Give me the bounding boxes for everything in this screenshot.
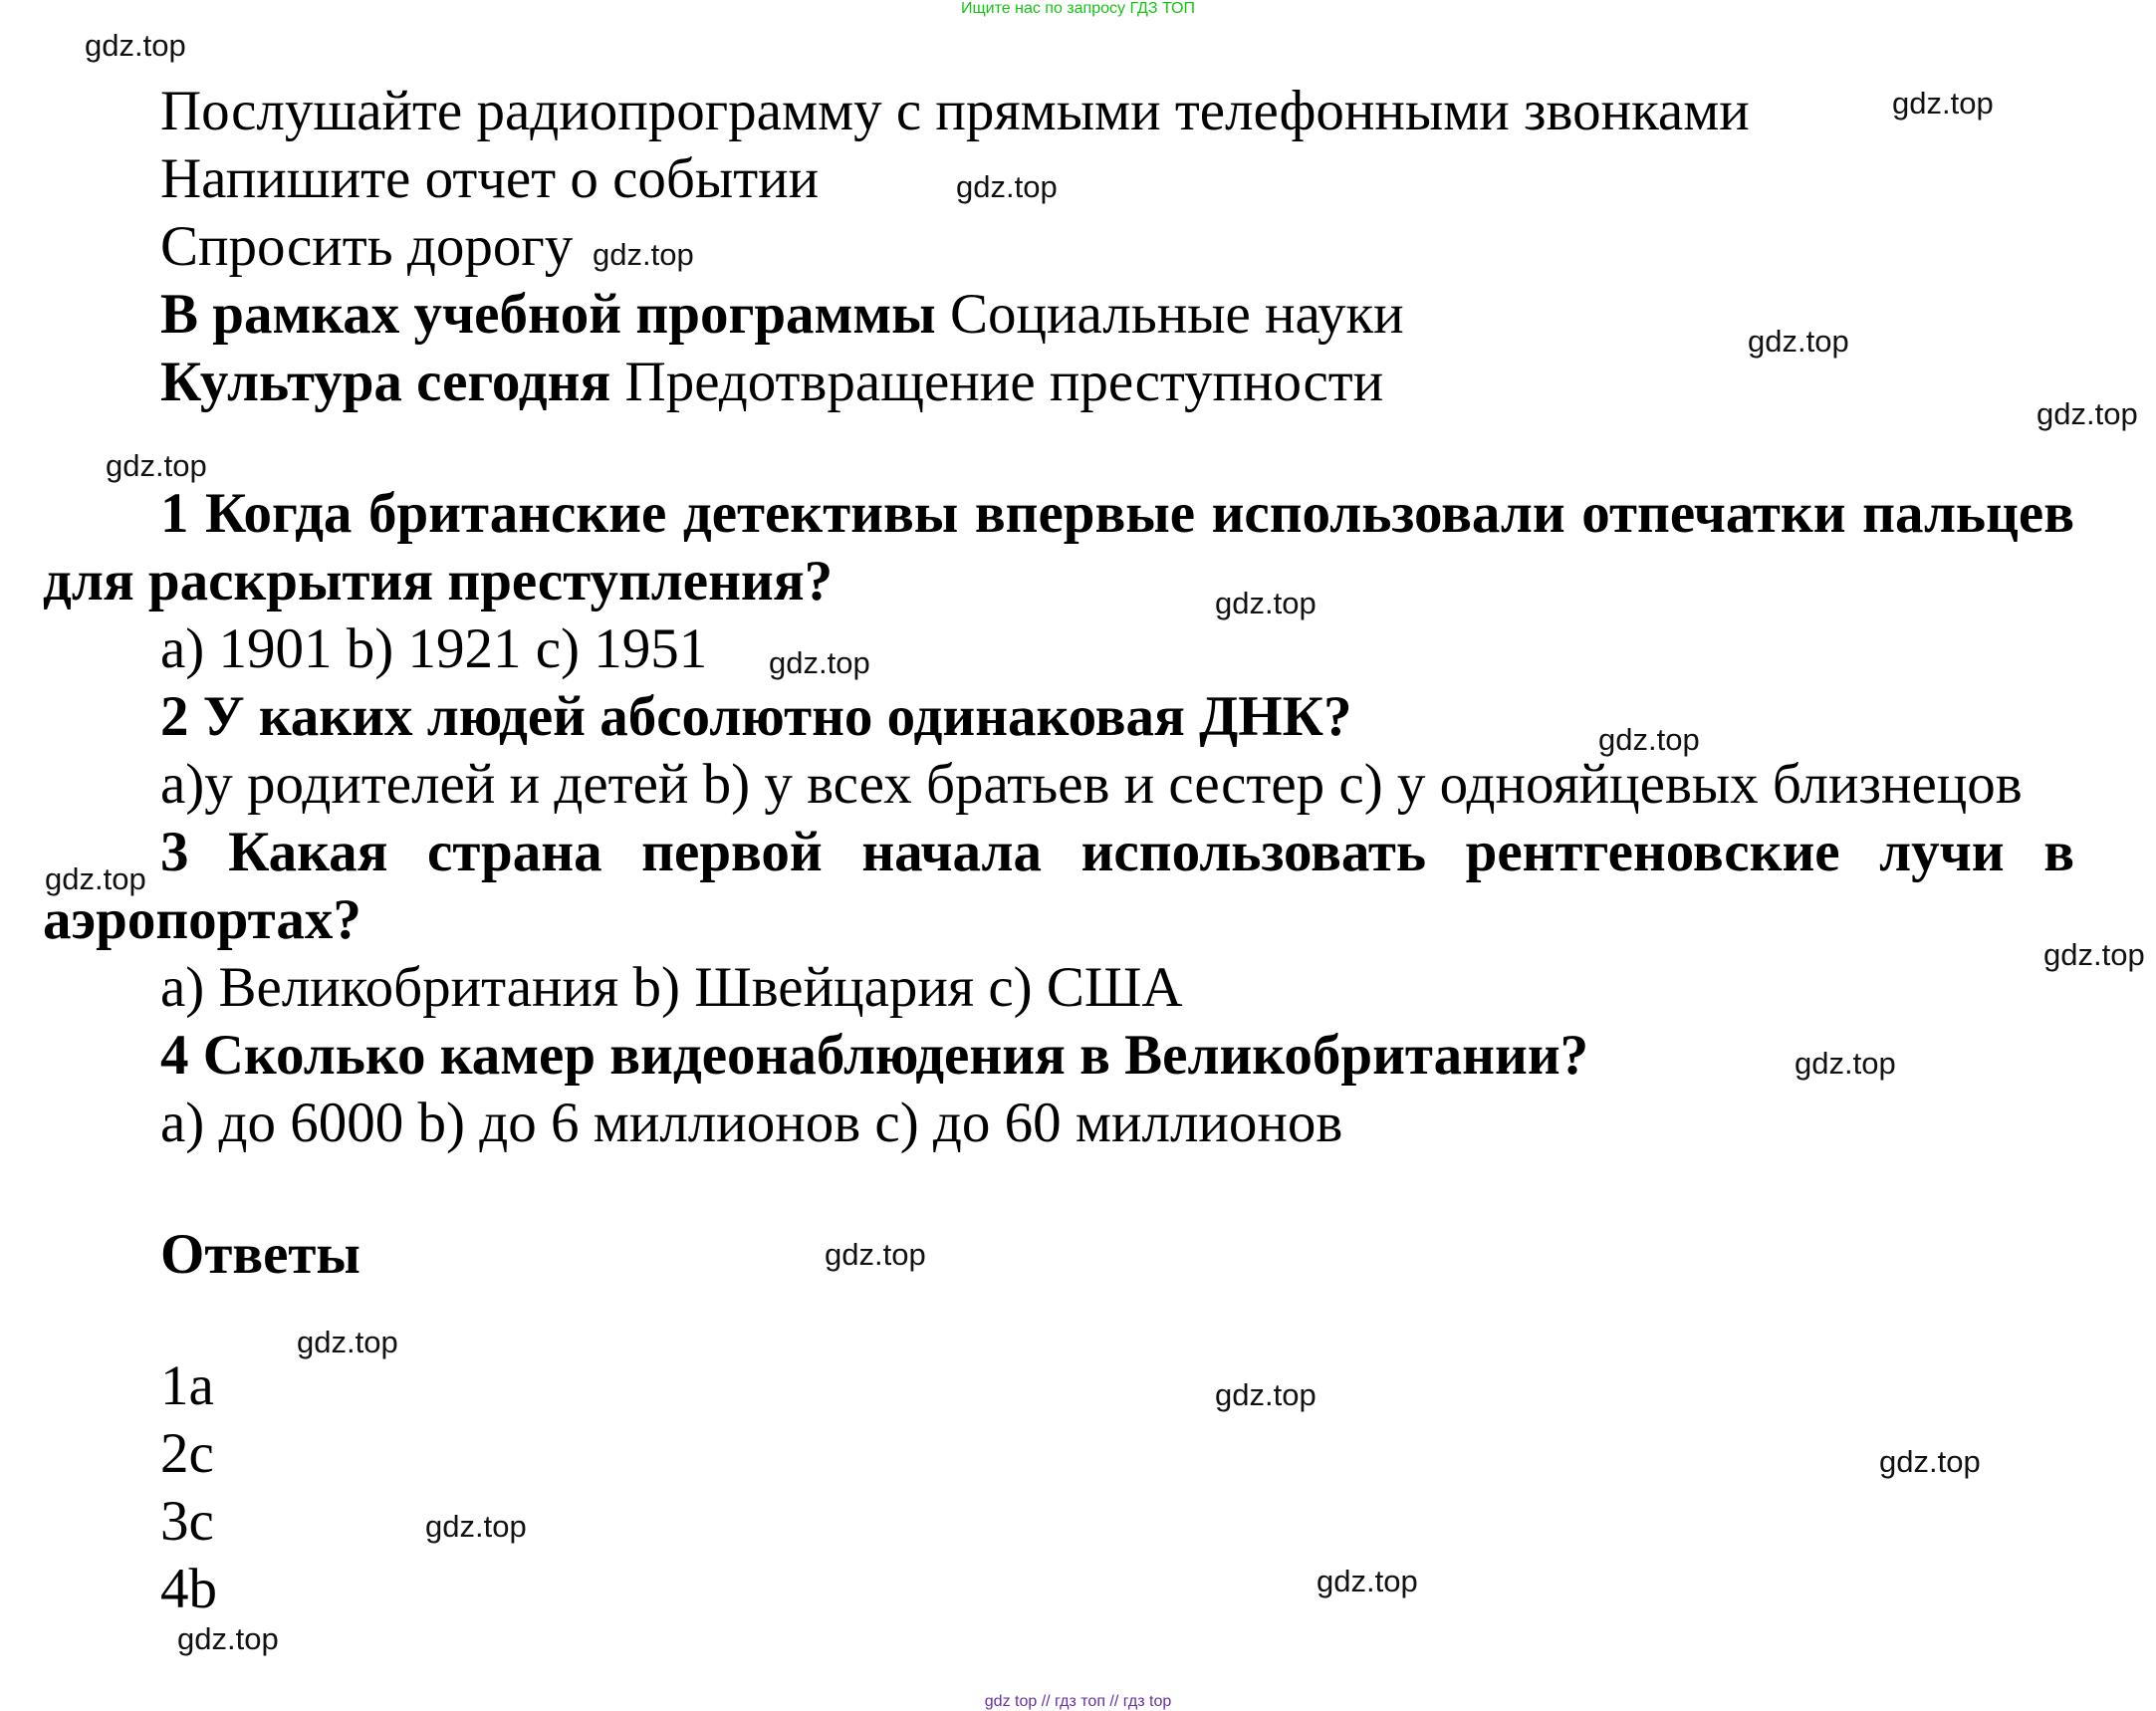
watermark: gdz.top xyxy=(1215,1377,1317,1412)
document-body xyxy=(43,78,2074,1623)
watermark: gdz.top xyxy=(769,645,870,680)
watermark: gdz.top xyxy=(956,169,1058,204)
question-4-options: a) до 6000 b) до 6 миллионов c) до 60 миллионов xyxy=(160,1092,1343,1154)
question-1: 1 Когда британские детективы впервые использовали отпечатки пальцев для раскрытия преступления? xyxy=(43,482,2074,612)
intro-line-2: Напишите отчет о событии xyxy=(160,147,820,210)
answer-4: 4b xyxy=(160,1558,217,1620)
watermark: gdz.top xyxy=(1879,1444,1981,1479)
answer-2: 2c xyxy=(160,1422,214,1485)
watermark: gdz.top xyxy=(1748,324,1849,359)
question-3-options: a) Великобритания b) Швейцария c) США xyxy=(160,956,1183,1019)
watermark: gdz.top xyxy=(2036,396,2138,431)
watermark: gdz.top xyxy=(106,448,207,483)
watermark: gdz.top xyxy=(85,28,186,63)
answer-3: 3c xyxy=(160,1490,214,1553)
culture-label: Культура сегодня xyxy=(160,351,611,413)
watermark: gdz.top xyxy=(425,1509,527,1544)
watermark: gdz.top xyxy=(45,861,146,896)
watermark: gdz.top xyxy=(1598,722,1700,757)
watermark: gdz.top xyxy=(297,1325,398,1359)
question-1-options: a) 1901 b) 1921 c) 1951 xyxy=(160,617,708,680)
intro-line-1: Послушайте радиопрограмму с прямыми телефонными звонками xyxy=(160,80,1750,142)
watermark: gdz.top xyxy=(1892,86,1994,121)
footer-links: gdz top // гдз топ // гдз top xyxy=(984,1693,1172,1710)
watermark: gdz.top xyxy=(1317,1564,1418,1598)
watermark: gdz.top xyxy=(593,237,694,272)
watermark: gdz.top xyxy=(2043,937,2145,972)
watermark: gdz.top xyxy=(177,1621,279,1656)
watermark: gdz.top xyxy=(1215,586,1317,620)
curriculum-value: Социальные науки xyxy=(949,283,1404,346)
curriculum-label: В рамках учебной программы xyxy=(160,283,936,346)
intro-line-3: Спросить дорогу xyxy=(160,215,574,278)
answers-title: Ответы xyxy=(160,1223,360,1286)
watermark: gdz.top xyxy=(825,1237,926,1272)
question-4: 4 Сколько камер видеонаблюдения в Великобритании? xyxy=(160,1024,1589,1087)
question-2: 2 У каких людей абсолютно одинаковая ДНК? xyxy=(160,685,1352,748)
watermark: gdz.top xyxy=(1795,1046,1896,1081)
question-2-options: a)у родителей и детей b) у всех братьев и сестер c) у однояйцевых близнецов xyxy=(160,753,2023,816)
top-banner: Ищите нас по запросу ГДЗ ТОП xyxy=(961,0,1195,17)
answer-1: 1a xyxy=(160,1354,214,1417)
question-3: 3 Какая страна первой начала использовать рентгеновские лучи в аэропортах? xyxy=(43,821,2074,951)
culture-value: Предотвращение преступности xyxy=(624,351,1384,413)
